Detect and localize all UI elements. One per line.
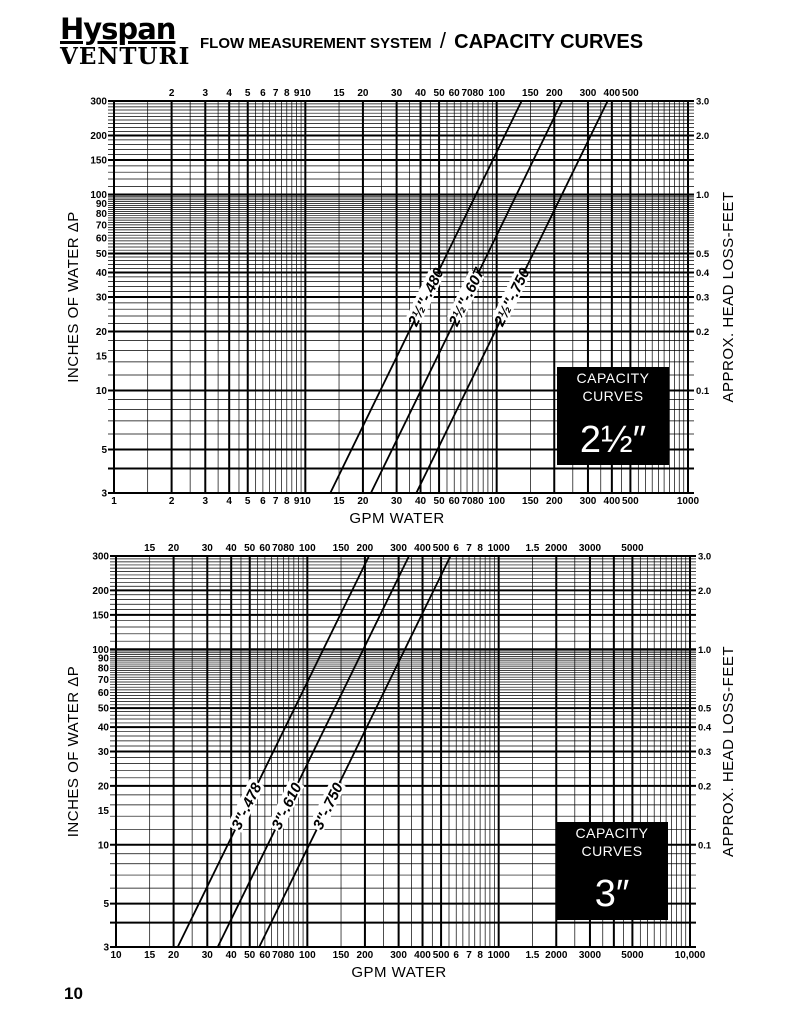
y-right-tick-label: 3.0: [696, 96, 710, 108]
x-axis-title: GPM WATER: [351, 964, 447, 981]
x-bottom-tick-label: 300: [579, 496, 597, 507]
x-bottom-tick-label: 500: [622, 496, 639, 507]
x-top-tick-label: 30: [201, 543, 213, 554]
x-bottom-tick-label: 30: [201, 950, 213, 961]
x-bottom-tick-label: 70: [272, 950, 284, 961]
x-bottom-tick-label: 400: [414, 950, 431, 961]
x-bottom-tick-label: 70: [461, 496, 473, 507]
capacity-chart-2-5-inch: [0, 88, 788, 532]
x-bottom-tick-label: 7: [272, 496, 279, 507]
y-tick-label: 90: [95, 199, 107, 210]
x-top-tick-label: 10: [299, 88, 311, 99]
badge-line2: CURVES: [582, 388, 644, 404]
y-tick-label: 200: [90, 131, 107, 142]
y-right-tick-label: 0.5: [696, 249, 710, 260]
y-right-tick-label: 0.2: [698, 781, 712, 793]
y-tick-label: 3: [103, 942, 109, 954]
y-tick-label: 60: [95, 233, 107, 245]
y-right-tick-label: 0.2: [696, 327, 710, 338]
y-tick-label: 70: [97, 675, 109, 687]
x-top-tick-label: 500: [622, 88, 639, 99]
x-bottom-tick-label: 40: [225, 950, 237, 961]
x-top-tick-label: 7: [466, 543, 472, 554]
y-tick-label: 90: [97, 653, 109, 665]
x-top-tick-label: 40: [225, 543, 237, 554]
x-top-tick-label: 8: [284, 88, 290, 99]
x-bottom-tick-label: 50: [433, 496, 445, 507]
y-right-tick-label: 0.4: [696, 268, 710, 279]
y-tick-label: 200: [92, 585, 109, 597]
capacity-badge: [556, 822, 668, 920]
y-right-tick-label: 0.4: [698, 722, 712, 734]
x-bottom-tick-label: 1.5: [525, 950, 540, 961]
x-top-tick-label: 8: [477, 543, 483, 554]
y-tick-label: 20: [97, 781, 109, 793]
x-top-tick-label: 20: [168, 543, 180, 554]
y-tick-label: 20: [95, 327, 107, 338]
y-tick-label: 10: [95, 386, 107, 397]
x-top-tick-label: 400: [414, 543, 431, 554]
x-bottom-tick-label: 60: [448, 496, 460, 507]
x-top-tick-label: 70: [461, 88, 473, 99]
y-tick-label: 150: [90, 155, 107, 167]
y-right-tick-label: 0.3: [696, 292, 710, 304]
y-right-axis-title: APPROX. HEAD LOSS-FEET: [720, 645, 737, 858]
x-top-tick-label: 20: [357, 88, 369, 99]
y-tick-label: 150: [92, 610, 109, 622]
y-right-tick-label: 0.3: [698, 747, 712, 758]
x-top-tick-label: 50: [433, 88, 445, 99]
header-left: FLOW MEASUREMENT SYSTEM: [200, 35, 432, 52]
y-tick-label: 100: [92, 644, 109, 656]
y-tick-label: 300: [90, 96, 107, 108]
x-bottom-tick-label: 3000: [578, 950, 602, 961]
x-bottom-tick-label: 60: [259, 950, 271, 961]
x-top-tick-label: 5: [244, 88, 251, 99]
x-bottom-tick-label: 15: [333, 496, 345, 507]
y-right-tick-label: 0.1: [696, 386, 710, 397]
x-top-tick-label: 3000: [578, 543, 602, 554]
x-bottom-tick-label: 2: [168, 496, 175, 507]
badge-line1: CAPACITY: [576, 370, 650, 386]
x-bottom-tick-label: 80: [472, 496, 484, 507]
x-bottom-tick-label: 150: [522, 496, 539, 507]
x-bottom-tick-label: 2000: [545, 950, 568, 961]
x-top-tick-label: 300: [390, 543, 407, 554]
x-top-tick-label: 100: [298, 543, 316, 554]
y-right-tick-label: 0.1: [698, 840, 712, 852]
x-bottom-tick-label: 500: [432, 950, 450, 961]
y-right-tick-label: 1.0: [696, 190, 710, 201]
x-top-tick-label: 70: [272, 543, 284, 554]
x-top-tick-label: 150: [522, 88, 539, 99]
x-bottom-tick-label: 150: [332, 950, 350, 961]
y-right-axis-title: APPROX. HEAD LOSS-FEET: [720, 191, 737, 403]
x-bottom-tick-label: 4: [226, 496, 232, 507]
y-tick-label: 80: [95, 209, 107, 220]
x-bottom-tick-label: 6: [453, 950, 459, 961]
series-label-group: [308, 779, 347, 834]
header-separator: /: [439, 28, 446, 53]
x-bottom-tick-label: 5000: [621, 950, 644, 961]
x-bottom-tick-label: 80: [283, 950, 295, 961]
y-axis-title: INCHES OF WATER ΔP: [65, 665, 82, 838]
y-right-tick-label: 3.0: [698, 551, 712, 563]
x-bottom-tick-label: 10: [299, 496, 311, 507]
x-bottom-tick-label: 8: [284, 496, 290, 507]
y-tick-label: 70: [95, 220, 107, 232]
x-top-tick-label: 6: [260, 88, 266, 99]
x-bottom-tick-label: 200: [356, 950, 374, 961]
y-right-tick-label: 2.0: [698, 585, 712, 597]
x-top-tick-label: 400: [603, 88, 621, 99]
y-tick-label: 30: [95, 292, 107, 304]
x-top-tick-label: 1.5: [525, 543, 540, 554]
y-tick-label: 40: [95, 268, 107, 279]
x-bottom-tick-label: 100: [488, 496, 506, 507]
y-tick-label: 100: [90, 190, 107, 201]
badge-line2: CURVES: [581, 843, 643, 859]
x-top-tick-label: 2000: [545, 543, 568, 554]
x-bottom-tick-label: 300: [390, 950, 407, 961]
series-label-2: 3″-.610: [268, 780, 306, 833]
brand-logo: [60, 14, 190, 70]
badge-size: 2½″: [579, 419, 647, 461]
series-label-1: 3″-.478: [228, 780, 266, 833]
x-bottom-tick-label: 400: [603, 496, 621, 507]
series-label-1: 2½″-.480: [405, 265, 448, 329]
x-top-tick-label: 1000: [487, 543, 510, 554]
x-bottom-tick-label: 100: [298, 950, 316, 961]
x-top-tick-label: 7: [272, 88, 279, 99]
x-bottom-tick-label: 20: [168, 950, 180, 961]
x-top-tick-label: 50: [244, 543, 256, 554]
x-bottom-tick-label: 8: [477, 950, 483, 961]
y-tick-label: 50: [95, 249, 107, 260]
y-tick-label: 15: [97, 805, 109, 817]
brand-name-top: Hyspan: [60, 12, 176, 46]
x-top-tick-label: 15: [333, 88, 345, 99]
x-top-tick-label: 2: [168, 88, 175, 99]
y-axis-title: INCHES OF WATER ΔP: [65, 211, 82, 383]
series-label-2: 2½″-.607: [445, 265, 489, 329]
y-tick-label: 10: [97, 840, 109, 852]
x-top-tick-label: 6: [453, 543, 459, 554]
series-label-group: [267, 779, 306, 834]
y-tick-label: 15: [95, 351, 107, 363]
x-bottom-tick-label: 30: [391, 496, 403, 507]
x-top-tick-label: 4: [226, 88, 232, 99]
x-top-tick-label: 30: [391, 88, 403, 99]
x-top-tick-label: 200: [545, 88, 563, 99]
x-axis-title: GPM WATER: [349, 510, 445, 527]
x-top-tick-label: 80: [283, 543, 295, 554]
x-top-tick-label: 200: [356, 543, 374, 554]
y-tick-label: 3: [101, 488, 107, 500]
series-label-3: 3″-.750: [309, 780, 348, 833]
page-header: [200, 28, 643, 54]
y-tick-label: 300: [92, 551, 109, 563]
x-top-tick-label: 300: [579, 88, 597, 99]
page-number: 10: [64, 984, 83, 1003]
x-top-tick-label: 150: [332, 543, 350, 554]
y-right-tick-label: 1.0: [698, 644, 712, 656]
x-top-tick-label: 500: [432, 543, 450, 554]
x-top-tick-label: 40: [414, 88, 427, 99]
x-bottom-tick-label: 15: [144, 950, 156, 961]
y-right-tick-label: 2.0: [696, 131, 710, 142]
x-bottom-tick-label: 50: [244, 950, 256, 961]
x-bottom-tick-label: 9: [293, 496, 300, 507]
badge-line1: CAPACITY: [575, 825, 649, 841]
x-top-tick-label: 5000: [621, 543, 644, 554]
x-bottom-tick-label: 6: [260, 496, 266, 507]
x-top-tick-label: 15: [144, 543, 156, 554]
x-bottom-tick-label: 20: [357, 496, 369, 507]
x-bottom-tick-label: 200: [545, 496, 563, 507]
x-bottom-tick-label: 10,000: [674, 950, 706, 961]
header-right: CAPACITY CURVES: [454, 31, 644, 53]
y-tick-label: 60: [97, 688, 109, 700]
x-bottom-tick-label: 5: [244, 496, 251, 507]
y-tick-label: 50: [97, 703, 109, 715]
x-top-tick-label: 100: [488, 88, 506, 99]
x-bottom-tick-label: 1000: [676, 496, 700, 507]
x-top-tick-label: 60: [448, 88, 460, 99]
y-tick-label: 5: [101, 445, 107, 456]
badge-size: 3″: [594, 873, 630, 915]
series-label-group: [227, 779, 266, 834]
x-bottom-tick-label: 7: [466, 950, 472, 961]
capacity-badge: [557, 367, 669, 465]
y-tick-label: 5: [103, 899, 109, 911]
x-top-tick-label: 80: [472, 88, 484, 99]
series-label-3: 2½″-.750: [491, 265, 534, 329]
y-tick-label: 40: [97, 722, 109, 734]
brand-name-bottom: VENTURI: [60, 43, 191, 70]
x-top-tick-label: 60: [259, 543, 271, 554]
x-bottom-tick-label: 3: [202, 496, 209, 507]
x-bottom-tick-label: 1000: [487, 950, 510, 961]
x-top-tick-label: 9: [293, 88, 300, 99]
y-tick-label: 30: [97, 747, 109, 758]
x-bottom-tick-label: 40: [414, 496, 427, 507]
x-bottom-tick-label: 1: [111, 496, 117, 507]
x-top-tick-label: 3: [202, 88, 209, 99]
x-bottom-tick-label: 10: [110, 950, 122, 961]
y-right-tick-label: 0.5: [698, 703, 712, 715]
y-tick-label: 80: [97, 663, 109, 675]
capacity-chart-3-inch: [0, 540, 788, 988]
